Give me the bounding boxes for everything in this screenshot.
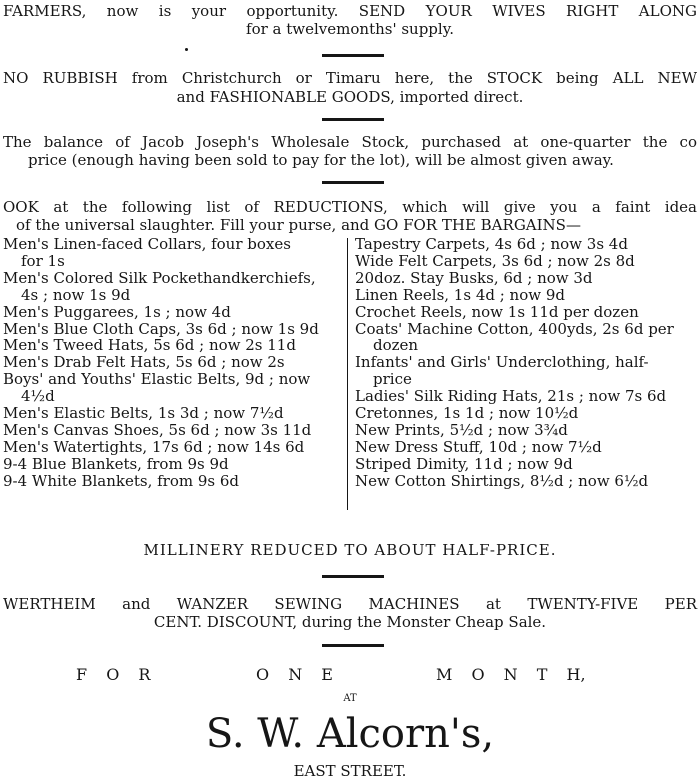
list-item: price [373,370,412,389]
list-item: Linen Reels, 1s 4d ; now 9d [355,285,565,304]
store-name: S. W. Alcorn's, [205,711,495,757]
list-item: Coats' Machine Cotton, 400yds, 2s 6d per [355,319,674,338]
list-item: New Prints, 5½d ; now 3¾d [355,420,568,439]
list-item: 9-4 Blue Blankets, from 9s 9d [3,454,229,473]
reductions-line-2: of the universal slaughter. Fill your purse, and GO FOR THE BARGAINS— [16,216,581,234]
list-item: 9-4 White Blankets, from 9s 6d [3,471,240,490]
list-item: Men's Tweed Hats, 5s 6d ; now 2s 11d [3,336,296,355]
list-item: 20doz. Stay Busks, 6d ; now 3d [355,268,593,287]
list-item: Wide Felt Carpets, 3s 6d ; now 2s 8d [355,251,635,270]
millinery-line: MILLINERY REDUCED TO ABOUT HALF-PRICE. [143,541,557,559]
list-item: Boys' and Youths' Elastic Belts, 9d ; now [3,370,311,389]
list-item: Striped Dimity, 11d ; now 9d [355,454,573,473]
rule-2 [322,118,384,121]
rubbish-line-2: and FASHIONABLE GOODS, imported direct. [176,88,524,106]
column-divider [347,238,348,510]
list-item: Ladies' Silk Riding Hats, 21s ; now 7s 6d [355,387,667,406]
at-word: AT [343,693,357,704]
list-item: Men's Colored Silk Pockethandkerchiefs, [3,268,316,287]
machines-line-2: CENT. DISCOUNT, during the Monster Cheap Sale. [153,613,547,631]
list-item: Men's Drab Felt Hats, 5s 6d ; now 2s [3,353,285,372]
list-item: Men's Blue Cloth Caps, 3s 6d ; now 1s 9d [3,319,319,338]
one-word: O N E [256,665,333,684]
rubbish-line-1: NO RUBBISH from Christchurch or Timaru here, the STOCK being ALL NEW [3,69,697,87]
list-item: dozen [373,336,419,355]
rule-1 [322,54,384,57]
farmers-line-2: for a twelvemonths' supply. [246,20,454,38]
month-word: M O N T H, [436,665,586,684]
list-item: Men's Puggarees, 1s ; now 4d [3,302,231,321]
list-item: 4s ; now 1s 9d [21,285,131,304]
list-item: Infants' and Girls' Underclothing, half- [355,353,649,372]
list-item: Cretonnes, 1s 1d ; now 10½d [355,404,579,423]
balance-line-1: The balance of Jacob Joseph's Wholesale Stock, purchased at one-quarter the co [3,133,697,151]
for-word: F O R [76,665,151,684]
list-item: Men's Canvas Shoes, 5s 6d ; now 3s 11d [3,420,312,439]
list-item: Crochet Reels, now 1s 11d per dozen [355,302,639,321]
street-line: EAST STREET. [293,762,407,780]
reductions-line-1: OOK at the following list of REDUCTIONS, which will give you a faint idea [3,198,697,216]
rule-3 [322,181,384,184]
rule-5 [322,644,384,647]
machines-line-1: WERTHEIM and WANZER SEWING MACHINES at TWENTY-FIVE PER [3,595,697,613]
right-column [355,236,697,490]
dot-mark [185,48,188,51]
list-item: Men's Watertights, 17s 6d ; now 14s 6d [3,437,305,456]
list-item: Men's Linen-faced Collars, four boxes [3,235,291,253]
list-item: Tapestry Carpets, 4s 6d ; now 3s 4d [355,235,628,253]
list-item: Men's Elastic Belts, 1s 3d ; now 7½d [3,404,284,423]
list-item: for 1s [21,251,65,270]
list-item: 4½d [21,387,55,406]
list-item: New Dress Stuff, 10d ; now 7½d [355,437,602,456]
left-column [3,236,343,490]
farmers-line-1: FARMERS, now is your opportunity. SEND YOUR WIVES RIGHT ALONG [3,2,697,20]
balance-line-2: price (enough having been sold to pay for the lot), will be almost given away. [28,151,614,169]
rule-4 [322,575,384,578]
list-item: New Cotton Shirtings, 8½d ; now 6½d [355,471,649,490]
